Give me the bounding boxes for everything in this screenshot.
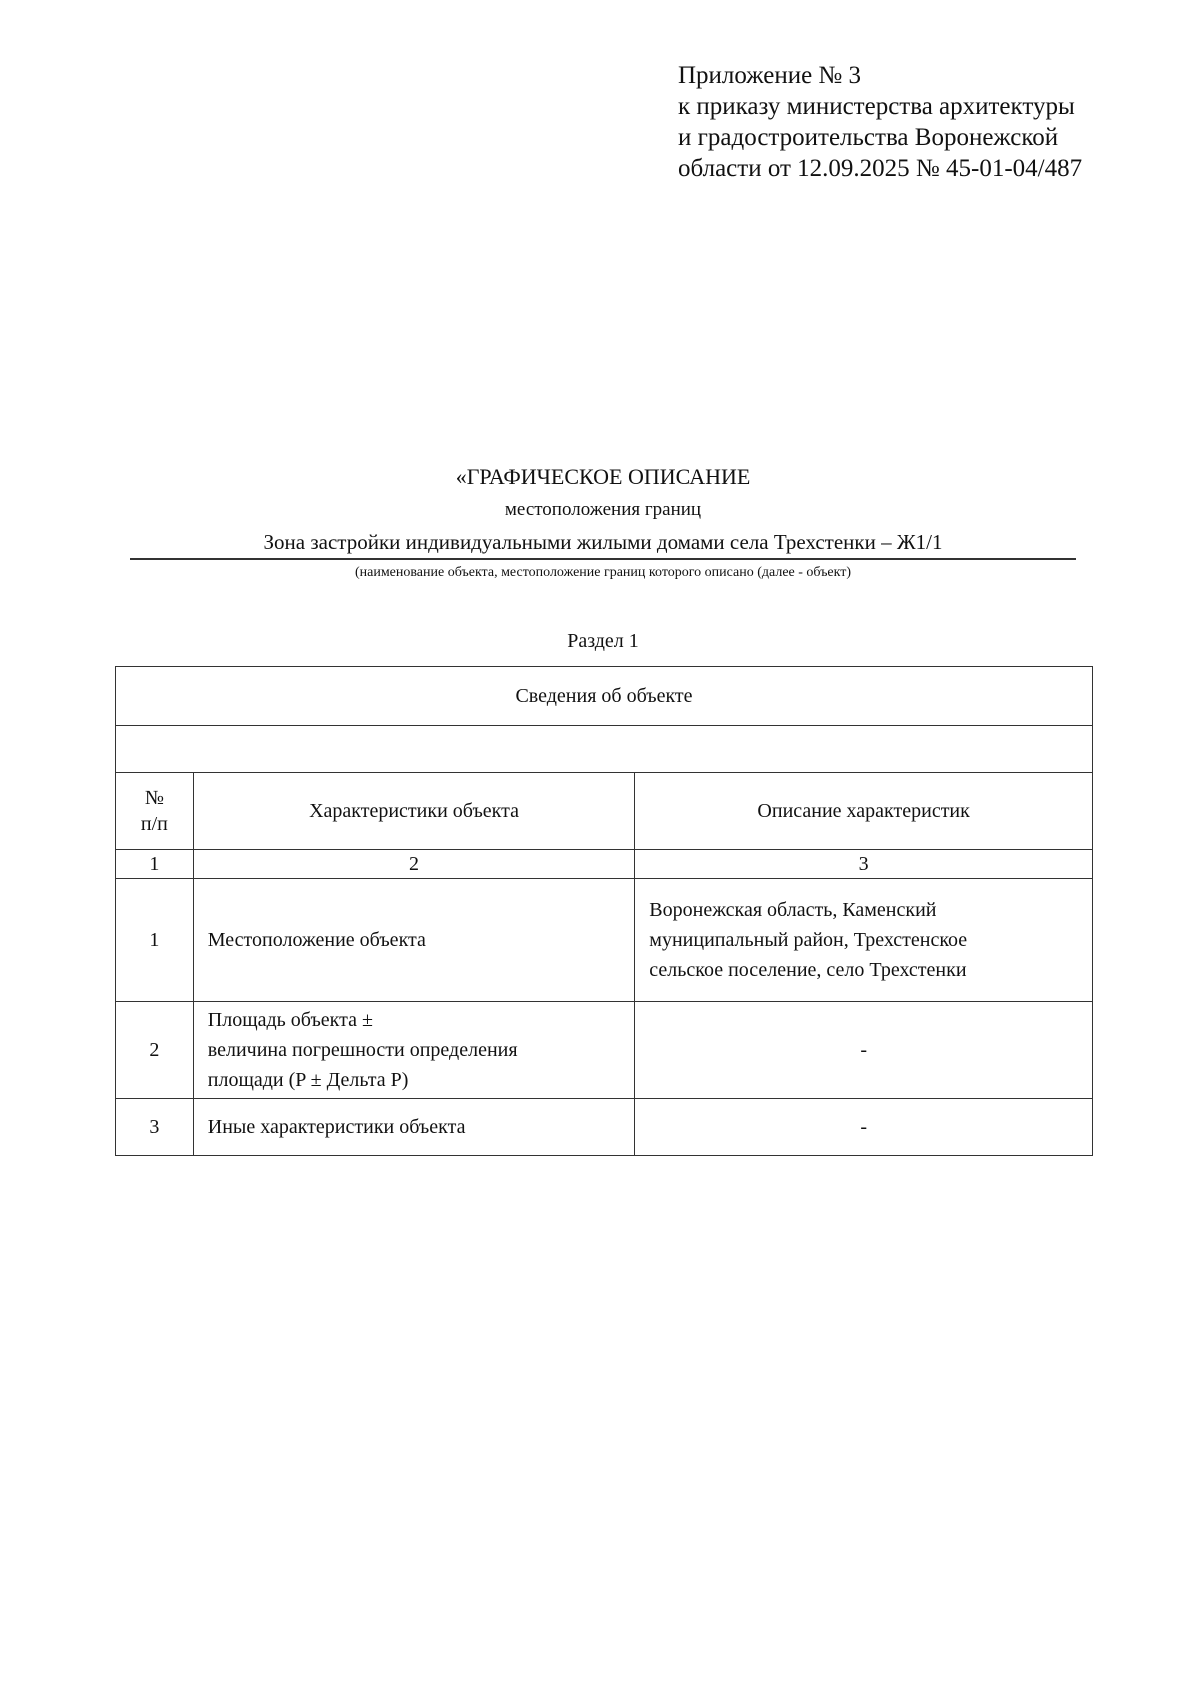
cell-line: Иные характеристики объекта bbox=[207, 1116, 466, 1138]
cell-line: муниципальный район, Трехстенское bbox=[649, 929, 968, 951]
row-description bbox=[635, 1099, 1093, 1156]
cell-line: Воронежская область, Каменский bbox=[649, 899, 937, 921]
object-name-caption: (наименование объекта, местоположение границ которого описано (далее - объект) bbox=[354, 565, 852, 580]
column-header-description: Описание характеристик bbox=[635, 773, 1093, 850]
column-header-number-line: № bbox=[144, 787, 164, 809]
appendix-line: области от 12.09.2025 № 45-01-04/487 bbox=[678, 155, 1083, 182]
appendix-line: Приложение № 3 bbox=[678, 62, 862, 89]
table-heading: Сведения об объекте bbox=[116, 667, 1093, 726]
row-number: 2 bbox=[116, 1002, 194, 1099]
column-index: 2 bbox=[193, 850, 635, 879]
column-index: 3 bbox=[635, 850, 1093, 879]
row-number: 3 bbox=[116, 1099, 194, 1156]
table-empty-row bbox=[116, 726, 1093, 773]
object-name: Зона застройки индивидуальными жилыми домами села Трехстенки – Ж1/1 bbox=[130, 529, 1076, 560]
object-info-table bbox=[115, 666, 1093, 1156]
appendix-header bbox=[678, 60, 1082, 184]
column-header-number bbox=[116, 773, 194, 850]
cell-line: - bbox=[860, 1116, 867, 1138]
document-title: «ГРАФИЧЕСКОЕ ОПИСАНИЕ bbox=[455, 464, 751, 489]
title-block bbox=[130, 463, 1076, 582]
column-header-number-line: п/п bbox=[140, 813, 168, 835]
row-characteristic bbox=[193, 879, 635, 1002]
cell-line: Площадь объекта ± bbox=[207, 1009, 373, 1031]
row-number: 1 bbox=[116, 879, 194, 1002]
row-characteristic bbox=[193, 1099, 635, 1156]
cell-line: - bbox=[860, 1039, 867, 1061]
table-column-index-row bbox=[116, 850, 1093, 879]
row-characteristic bbox=[193, 1002, 635, 1099]
appendix-line: и градостроительства Воронежской bbox=[678, 124, 1059, 151]
document-subtitle: местоположения границ bbox=[504, 499, 702, 520]
appendix-line: к приказу министерства архитектуры bbox=[678, 93, 1075, 120]
table-row bbox=[116, 1002, 1093, 1099]
table-row bbox=[116, 1099, 1093, 1156]
section-label: Раздел 1 bbox=[567, 630, 639, 652]
row-description bbox=[635, 1002, 1093, 1099]
table-row bbox=[116, 879, 1093, 1002]
cell-line: величина погрешности определения bbox=[207, 1039, 518, 1061]
table-column-header-row bbox=[116, 773, 1093, 850]
cell-line: Местоположение объекта bbox=[207, 929, 426, 951]
empty-cell bbox=[116, 726, 1093, 773]
column-header-characteristic: Характеристики объекта bbox=[193, 773, 635, 850]
table-heading-row bbox=[116, 667, 1093, 726]
cell-line: сельское поселение, село Трехстенки bbox=[649, 959, 967, 981]
cell-line: площади (P ± Дельта P) bbox=[207, 1069, 409, 1091]
row-description bbox=[635, 879, 1093, 1002]
column-index: 1 bbox=[116, 850, 194, 879]
